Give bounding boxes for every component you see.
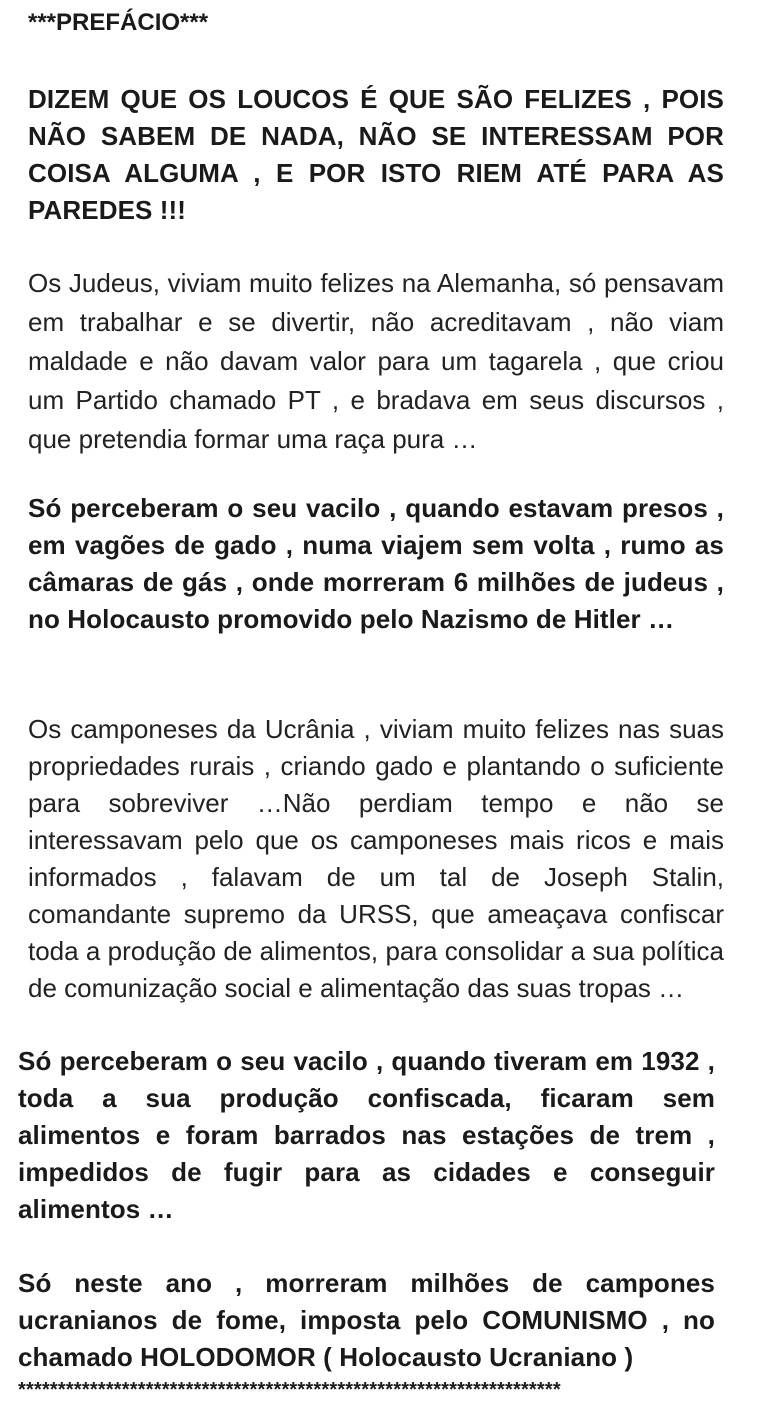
asterisk-separator: ********************************************************************	[18, 1380, 561, 1400]
paragraph-ukraine-peasants: Os camponeses da Ucrânia , viviam muito felizes nas suas propriedades rurais , criando gado e plantando o suficiente para sobreviver …Não perdiam tempo e não se interessavam pelo que os camponeses mais ricos e mais informados , falavam de um tal de Joseph Stalin, comandante supremo da URSS, que ameaçava confiscar toda a produção de alimentos, para consolidar a sua política de comunização social e alimentação das suas tropas …	[28, 714, 724, 1003]
paragraph-holodomor: Só neste ano , morreram milhões de campones ucranianos de fome, imposta pelo COMUNISMO , no chamado HOLODOMOR ( Holocausto Ucraniano )	[18, 1268, 715, 1372]
paragraph-madmen-happy: DIZEM QUE OS LOUCOS É QUE SÃO FELIZES , POIS NÃO SABEM DE NADA, NÃO SE INTERESSAM POR COISA ALGUMA , E POR ISTO RIEM ATÉ PARA AS PAREDES !!!	[28, 84, 724, 225]
paragraph-1932-confiscation: Só perceberam o seu vacilo , quando tiveram em 1932 , toda a sua produção confiscada, ficaram sem alimentos e foram barrados nas estações de trem , impedidos de fugir para as cidades e conseguir alimentos …	[18, 1046, 715, 1224]
preface-title: ***PREFÁCIO***	[28, 9, 209, 36]
paragraph-jews-germany: Os Judeus, viviam muito felizes na Alemanha, só pensavam em trabalhar e se divertir, não acreditavam , não viam maldade e não davam valor para um tagarela , que criou um Partido chamado PT , e bradava em seus discursos , que pretendia formar uma raça pura …	[28, 268, 724, 454]
paragraph-holocaust: Só perceberam o seu vacilo , quando estavam presos , em vagões de gado , numa viajem sem volta , rumo as câmaras de gás , onde morreram 6 milhões de judeus , no Holocausto promovido pelo Nazismo de Hitler …	[28, 493, 724, 634]
